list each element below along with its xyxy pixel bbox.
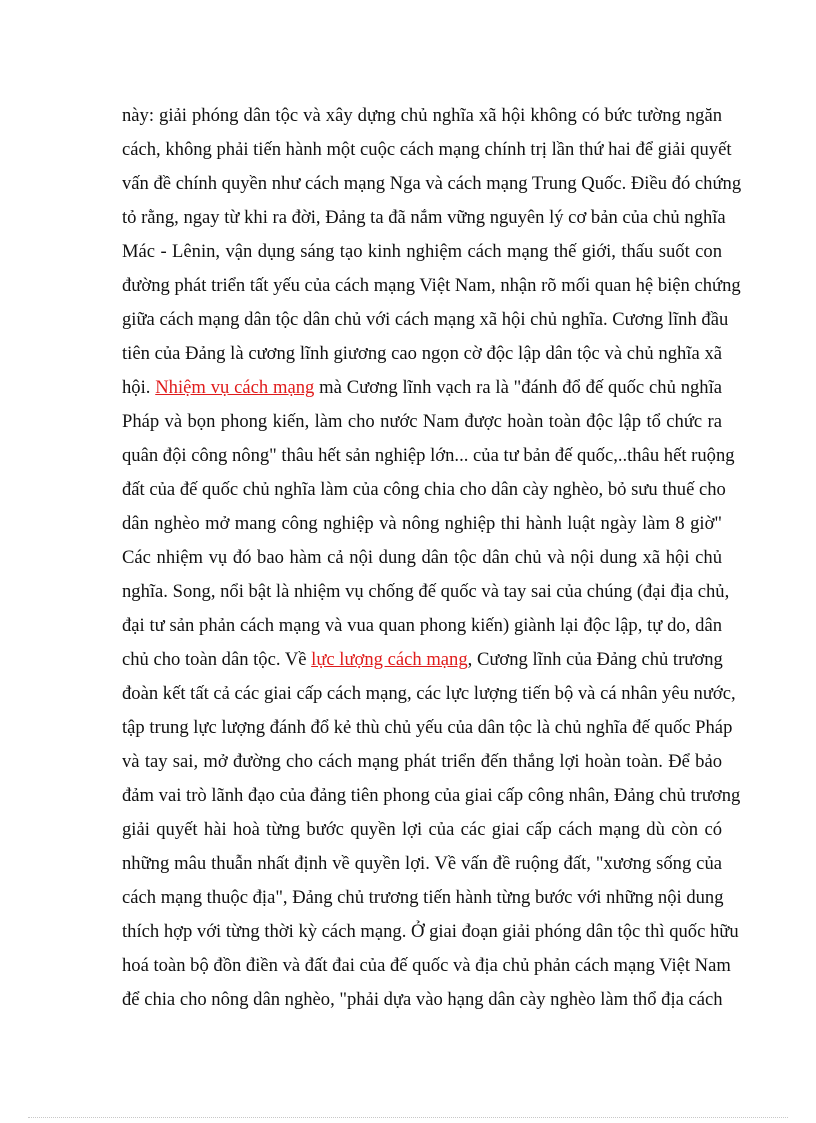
text-line: đại tư sản phản cách mạng và vua quan phong kiến) giành lại độc lập, tự do, dân (122, 615, 722, 636)
text-line: và tay sai, mở đường cho cách mạng phát triển đến thắng lợi hoàn toàn. Để bảo (122, 751, 722, 772)
link-nhiem-vu-cach-mang[interactable]: Nhiệm vụ cách mạng (155, 377, 315, 398)
text-line: đoàn kết tất cả các giai cấp cách mạng, các lực lượng tiến bộ và cá nhân yêu nước, (122, 683, 736, 704)
text-line: tập trung lực lượng đánh đổ kẻ thù chủ yếu của dân tộc là chủ nghĩa đế quốc Pháp (122, 717, 733, 738)
link-luc-luong-cach-mang[interactable]: lực lượng cách mạng (311, 649, 468, 670)
text-line: đất của đế quốc chủ nghĩa làm của công chia cho dân cày nghèo, bỏ sưu thuế cho (122, 479, 726, 500)
text-line: giải quyết hài hoà từng bước quyền lợi của các giai cấp cách mạng dù còn có (122, 819, 722, 840)
body-paragraph (122, 99, 742, 1017)
text-line: dân nghèo mở mang công nghiệp và nông nghiệp thi hành luật ngày làm 8 giờ" (122, 513, 722, 534)
text-line: quân đội công nông" thâu hết sản nghiệp lớn... của tư bản đế quốc,..thâu hết ruộng (122, 445, 735, 466)
page-bottom-divider (28, 1117, 788, 1118)
text-line: cách, không phải tiến hành một cuộc cách mạng chính trị lần thứ hai để giải quyết (122, 139, 732, 160)
text-line: giữa cách mạng dân tộc dân chủ với cách mạng xã hội chủ nghĩa. Cương lĩnh đầu (122, 309, 729, 330)
text-line: cách mạng thuộc địa", Đảng chủ trương tiến hành từng bước với những nội dung (122, 887, 724, 908)
text-line: Mác - Lênin, vận dụng sáng tạo kinh nghiệm cách mạng thế giới, thấu suốt con (122, 241, 722, 262)
text-line: đảm vai trò lãnh đạo của đảng tiên phong của giai cấp công nhân, Đảng chủ trương (122, 785, 741, 806)
text-line: những mâu thuẫn nhất định về quyền lợi. Về vấn đề ruộng đất, "xương sống của (122, 853, 722, 874)
text-line: này: giải phóng dân tộc và xây dựng chủ nghĩa xã hội không có bức tường ngăn (122, 105, 722, 126)
text-line: tiên của Đảng là cương lĩnh giương cao ngọn cờ độc lập dân tộc và chủ nghĩa xã (122, 343, 722, 364)
text-line: đường phát triển tất yếu của cách mạng Việt Nam, nhận rõ mối quan hệ biện chứng (122, 275, 741, 296)
text-segment: mà Cương lĩnh vạch ra là "đánh đổ đế quốc chủ nghĩa (314, 377, 723, 398)
text-line-with-link (122, 643, 722, 677)
text-line: hoá toàn bộ đồn điền và đất đai của đế quốc và địa chủ phản cách mạng Việt Nam (122, 955, 731, 976)
text-line: vấn đề chính quyền như cách mạng Nga và cách mạng Trung Quốc. Điều đó chứng (122, 173, 742, 194)
text-segment: , Cương lĩnh của Đảng chủ trương (467, 649, 723, 670)
text-line: thích hợp với từng thời kỳ cách mạng. Ở giai đoạn giải phóng dân tộc thì quốc hữu (122, 921, 739, 942)
text-segment: chủ cho toàn dân tộc. Về (122, 649, 312, 670)
text-line: nghĩa. Song, nổi bật là nhiệm vụ chống đế quốc và tay sai của chúng (đại địa chủ, (122, 581, 730, 602)
text-line: để chia cho nông dân nghèo, "phải dựa vào hạng dân cày nghèo làm thổ địa cách (122, 989, 723, 1010)
text-segment: hội. (122, 377, 156, 398)
text-line-with-link (122, 371, 722, 405)
text-line: Pháp và bọn phong kiến, làm cho nước Nam được hoàn toàn độc lập tổ chức ra (122, 411, 722, 432)
text-line: tỏ rằng, ngay từ khi ra đời, Đảng ta đã nắm vững nguyên lý cơ bản của chủ nghĩa (122, 207, 726, 228)
text-line: Các nhiệm vụ đó bao hàm cả nội dung dân tộc dân chủ và nội dung xã hội chủ (122, 547, 722, 568)
